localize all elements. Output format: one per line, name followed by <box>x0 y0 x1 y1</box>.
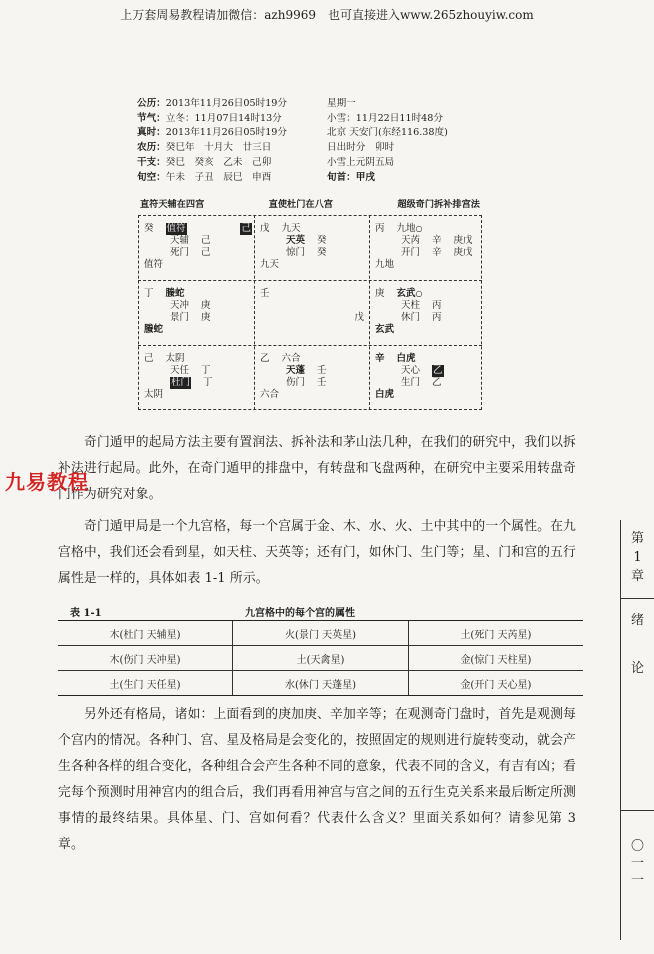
palace-8-stem: 己 <box>144 353 154 364</box>
grid-border-right <box>481 215 482 410</box>
table-label: 表 1-1 <box>70 608 102 619</box>
palace-7-stem: 庚 <box>375 288 385 299</box>
palace-8-god: 太阴 <box>165 353 185 364</box>
palace-7-god-bottom: 玄武 <box>375 324 395 335</box>
gongli-label: 公历： <box>137 98 166 109</box>
zhenshi-right: 北京 天安门(东经116.38度) <box>327 127 448 139</box>
palace-8-star-stem: 丁 <box>201 365 211 376</box>
table-title: 九宫格中的每个宫的属性 <box>245 608 355 619</box>
palace-8-door-stem: 丁 <box>203 377 213 388</box>
palace-4-stem: 癸 <box>144 223 154 234</box>
palace-2-god: 九地 <box>396 223 416 234</box>
palace-6-star-stem: 乙 <box>433 365 443 376</box>
grid-border-left <box>138 215 139 410</box>
chapter-char-1: 第 <box>630 531 644 546</box>
palace-6-star: 天心 <box>401 365 421 376</box>
paragraph-2: 奇门遁甲局是一个九宫格，每一个宫属于金、木、水、火、土中其中的一个属性。在九宫格中，我们还会看到星，如天柱、天英等；还有门，如休门、生门等；星、门和宫的五行属性是一样的，具体如表 1-1 所示。 <box>58 519 576 586</box>
palace-1-god-bottom: 六合 <box>260 389 280 400</box>
gongli-week: 星期一 <box>327 98 356 109</box>
palace-9-door-stem: 癸 <box>317 247 327 258</box>
palace-6 <box>375 353 479 401</box>
paragraph-1: 奇门遁甲的起局方法主要有置润法、拆补法和茅山法几种，在我们的研究中，我们以拆补法进行起局。此外，在奇门遁甲的排盘中，有转盘和飞盘两种，在研究中主要采用转盘奇门作为研究对象。 <box>58 435 576 502</box>
palace-7 <box>375 288 479 336</box>
palace-2-star-stem: 辛 <box>432 235 442 246</box>
palace-9 <box>260 223 366 271</box>
palace-1-door-stem: 壬 <box>317 377 327 388</box>
palace-3 <box>144 288 252 336</box>
palace-2 <box>375 223 479 271</box>
table-cell: 木(伤门 天冲星) <box>58 646 233 671</box>
palace-9-star-stem: 癸 <box>317 235 327 246</box>
palace-8-door: 杜门 <box>171 377 191 388</box>
ganzhi-value: 癸巳 癸亥 乙未 己卯 <box>165 156 272 168</box>
palace-6-god-bottom: 白虎 <box>375 389 395 400</box>
palace-8-star: 天任 <box>170 365 190 376</box>
chart-info-block <box>137 97 448 185</box>
nongli-right: 日出时分 卯时 <box>327 142 395 154</box>
palace-6-door: 生门 <box>401 377 421 388</box>
palace-4-door: 死门 <box>170 247 190 258</box>
chapter-char-3: 章 <box>630 569 644 584</box>
grid-border-top <box>138 215 482 216</box>
zhenshi-label: 真时： <box>137 127 166 139</box>
table-cell: 火(景门 天英星) <box>233 621 409 646</box>
palace-4-star: 天辅 <box>170 235 190 246</box>
ganzhi-right: 小雪上元阴五局 <box>327 156 395 168</box>
palace-3-door-stem: 庚 <box>201 312 211 323</box>
top-banner: 上万套周易教程请加微信：azh9969 也可直接进入www.265zhouyiw.com <box>120 8 534 22</box>
palace-4-star-stem: 己 <box>201 235 211 246</box>
palace-4-corner: 己 <box>241 223 251 234</box>
palace-2-door: 开门 <box>401 247 421 258</box>
palace-5-center: 戊 <box>354 312 364 323</box>
side-divider-2 <box>621 810 654 811</box>
palace-9-star: 天英 <box>286 235 306 246</box>
grid-border-bottom <box>138 409 482 410</box>
palace-6-stem: 辛 <box>375 353 385 364</box>
palace-3-star-stem: 庚 <box>201 300 211 311</box>
palace-1-god: 六合 <box>281 353 301 364</box>
palace-6-door-stem: 乙 <box>432 377 442 388</box>
page-char-3: 一 <box>630 873 644 888</box>
palace-7-god: 玄武 <box>396 288 416 299</box>
palace-1 <box>260 353 366 401</box>
palace-4-god-bottom: 值符 <box>144 259 164 270</box>
palace-1-stem: 乙 <box>260 353 270 364</box>
jieqi-value: 立冬：11月07日14时13分 <box>165 112 282 124</box>
qimen-grid <box>138 215 482 410</box>
grid-hline-2 <box>138 345 482 346</box>
palace-1-star: 天蓬 <box>286 365 306 376</box>
palace-1-star-stem: 壬 <box>317 365 327 376</box>
side-divider-1 <box>621 598 654 599</box>
gongli-value: 2013年11月26日05时19分 <box>165 98 287 109</box>
palace-7-door-stem: 丙 <box>432 312 442 323</box>
paragraph-3: 另外还有格局，诸如：上面看到的庚加庚、辛加辛等；在观测奇门盘时，首先是观测每个宫内的情况。各种门、宫、星及格局是会变化的，按照固定的规则进行旋转变动，就会产生各种各样的组合变化，各种组合会产生各种不同的意象，代表不同的含义，有吉有凶；看完每个预测时用神宫内的组合后，我们再看用神宫与宫之间的五行生克关系来最后断定所测事情的最终结果。具体星、门、宫如何看？代表什么含义？里面关系如何？请参见第 3 章。 <box>58 707 576 852</box>
zhenshi-value: 2013年11月26日05时19分 <box>165 127 287 139</box>
palace-6-god: 白虎 <box>396 353 416 364</box>
palace-7-star: 天柱 <box>401 300 421 311</box>
section-char-2: 论 <box>630 661 644 676</box>
watermark-logo: 九易教程 <box>5 470 89 494</box>
grid-vline-1 <box>254 215 255 410</box>
grid-hline-1 <box>138 280 482 281</box>
palace-2-door-extra: 庚戊 <box>453 247 473 258</box>
palace-3-god-bottom: 螣蛇 <box>144 324 164 335</box>
jieqi-right: 小雪：11月22日11时48分 <box>327 112 443 124</box>
table-cell: 土(生门 天任星) <box>58 671 233 696</box>
zhifu-text: 直符天辅在四宫 <box>140 199 205 210</box>
zhishi-text: 直使杜门在八宫 <box>268 199 333 210</box>
palace-9-stem: 戊 <box>260 223 270 234</box>
palace-9-god: 九天 <box>281 223 301 234</box>
table-cell: 金(惊门 天柱星) <box>408 646 583 671</box>
palace-4-god: 值符 <box>166 223 186 234</box>
palace-2-star-extra: 庚戊 <box>453 235 473 246</box>
page-char-2: 一 <box>630 856 644 871</box>
table-caption <box>70 604 570 619</box>
table-row <box>58 646 583 671</box>
side-tab <box>620 520 654 940</box>
palace-5-stem: 壬 <box>260 288 270 299</box>
xunshou-value: 甲戌 <box>355 171 375 183</box>
ganzhi-label: 干支： <box>137 156 166 168</box>
chart-header <box>140 196 480 210</box>
palace-3-stem: 丁 <box>144 288 154 299</box>
palace-7-door: 休门 <box>401 312 421 323</box>
xunshou-label: 旬首： <box>327 171 356 183</box>
palace-8-god-bottom: 太阴 <box>144 389 164 400</box>
palace-3-god: 螣蛇 <box>165 288 185 299</box>
palace-2-star: 天芮 <box>401 235 421 246</box>
table-cell: 木(杜门 天辅星) <box>58 621 233 646</box>
page-char-1: 〇 <box>630 839 644 854</box>
xunkong-value: 午未 子丑 辰巳 申酉 <box>165 171 272 183</box>
palace-5 <box>260 288 366 338</box>
palace-4-door-stem: 己 <box>201 247 211 258</box>
jieqi-label: 节气： <box>137 112 166 124</box>
nongli-label: 农历： <box>137 142 166 154</box>
empty-circle-icon: ○ <box>415 289 423 298</box>
palace-3-star: 天冲 <box>170 300 190 311</box>
table-row <box>58 671 583 696</box>
chapter-char-2: 1 <box>633 550 642 565</box>
section-char-1: 绪 <box>630 613 644 628</box>
palace-7-star-stem: 丙 <box>432 300 442 311</box>
table-cell: 金(开门 天心星) <box>408 671 583 696</box>
table-cell: 土(天禽星) <box>233 646 409 671</box>
palace-3-door: 景门 <box>170 312 190 323</box>
palace-9-god-bottom: 九天 <box>260 259 280 270</box>
table-cell: 水(休门 天蓬星) <box>233 671 409 696</box>
palace-4 <box>144 223 252 271</box>
grid-vline-2 <box>369 215 370 410</box>
palace-8 <box>144 353 252 401</box>
palace-2-god-bottom: 九地 <box>375 259 395 270</box>
palace-2-stem: 丙 <box>375 223 385 234</box>
palace-9-door: 惊门 <box>286 247 306 258</box>
palace-attribute-table <box>58 620 583 696</box>
method-text: 超级奇门拆补排宫法 <box>397 199 480 210</box>
table-cell: 土(死门 天芮星) <box>408 621 583 646</box>
nongli-value: 癸巳年 十月大 廿三日 <box>165 142 272 154</box>
palace-2-door-stem: 辛 <box>432 247 442 258</box>
palace-1-door: 伤门 <box>286 377 306 388</box>
empty-circle-icon: ○ <box>415 224 423 233</box>
xunkong-label: 旬空： <box>137 171 166 183</box>
table-row <box>58 621 583 646</box>
